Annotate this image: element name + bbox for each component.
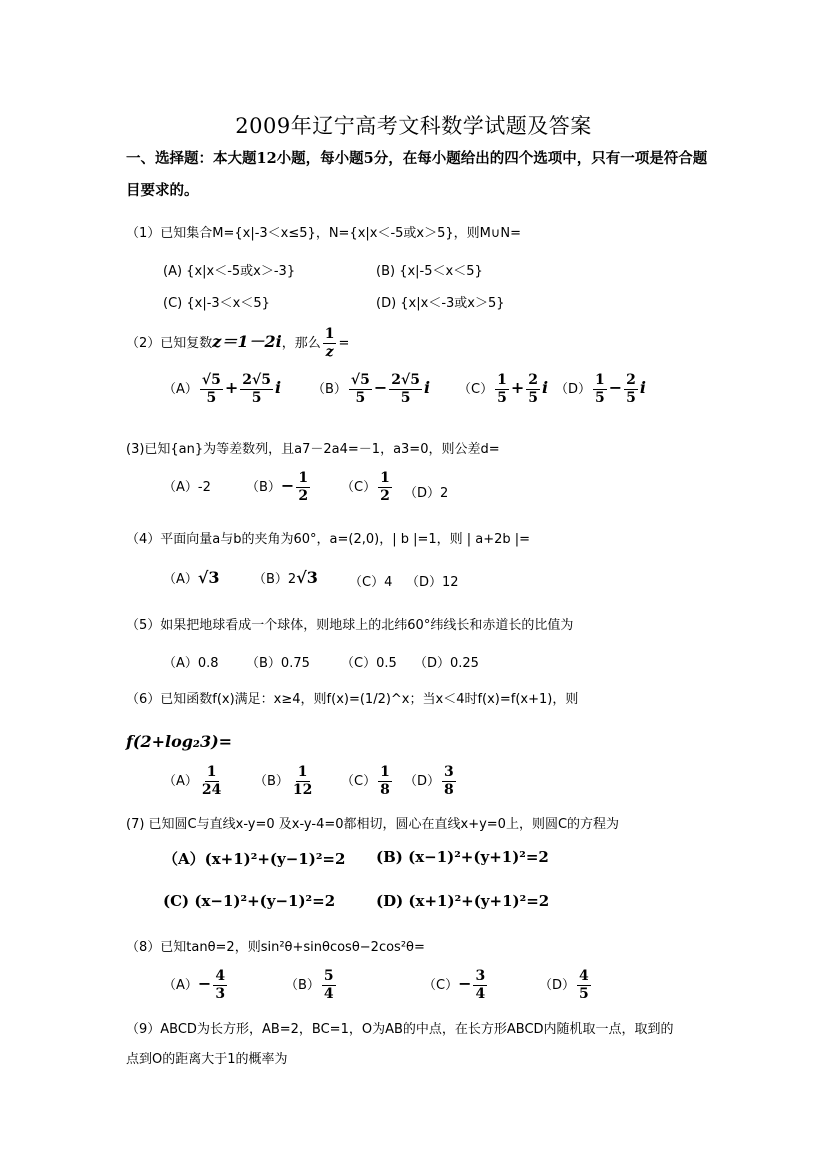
question-3-option-c: （C） $\frac{1}{2}$	[341, 470, 390, 504]
question-4-stem: （4）平面向量a与b的夹角为60°，a=(2,0)，| b |=1，则 | a+2b |=	[126, 532, 531, 547]
question-5-option-a: （A）0.8	[163, 656, 219, 671]
question-4-option-a: （A）√3	[163, 568, 220, 587]
question-6-stem: （6）已知函数f(x)满足：x≥4，则f(x)=(1/2)^x；当x＜4时f(x)=f(x+1)，则	[126, 692, 579, 707]
question-8-option-c: （C）− $\frac{3}{4}$	[423, 968, 486, 1002]
page-title: 2009年辽宁高考文科数学试题及答案	[235, 114, 592, 138]
question-8-stem: （8）已知tanθ=2，则sin²θ+sinθcosθ−2cos²θ=	[126, 940, 425, 955]
question-2-option-c: （C） $\frac{1}{5}$ + $\frac{2}{5}$ i	[458, 372, 549, 406]
question-2-option-d: （D） $\frac{1}{5}$ − $\frac{2}{5}$ i	[555, 372, 646, 406]
question-8-option-a: （A）− $\frac{4}{3}$	[163, 968, 226, 1002]
question-4-option-d: （D）12	[406, 575, 459, 590]
question-1-option-d: (D) {x|x＜-3或x＞5}	[376, 296, 505, 311]
question-2-option-b: （B） $\frac{√5}{5}$ − $\frac{2√5}{5}$ i	[312, 372, 431, 406]
question-1-option-a: (A) {x|x＜-5或x＞-3}	[163, 264, 296, 279]
question-7-option-b: (B) (x−1)²+(y+1)²=2	[376, 848, 549, 866]
question-5-stem: （5）如果把地球看成一个球体，则地球上的北纬60°纬线长和赤道长的比值为	[126, 618, 574, 633]
question-9-line-2: 点到O的距离大于1的概率为	[126, 1052, 288, 1067]
question-6-option-d: （D） $\frac{3}{8}$	[404, 764, 454, 798]
complex-z: z＝1－2i	[212, 332, 282, 351]
question-7-option-c: (C) (x−1)²+(y−1)²=2	[163, 892, 336, 910]
question-7-option-a: （A）(x+1)²+(y−1)²=2	[163, 850, 346, 868]
question-2-option-a: （A） $\frac{√5}{5}$ + $\frac{2√5}{5}$ i	[163, 372, 282, 406]
question-3-option-a: （A）-2	[163, 480, 211, 495]
question-5-option-d: （D）0.25	[414, 656, 479, 671]
question-8-option-b: （B） $\frac{5}{4}$	[285, 968, 334, 1002]
question-1-option-c: (C) {x|-3＜x＜5}	[163, 296, 270, 311]
question-1-option-b: (B) {x|-5＜x＜5}	[376, 264, 483, 279]
fraction-1-over-z: $\frac{1}{z}$	[324, 326, 335, 360]
section-heading: 一、选择题：本大题12小题，每小题5分，在每小题给出的四个选项中，只有一项是符合题目要求的。	[126, 150, 708, 199]
question-2-stem: （2）已知复数z＝1－2i，那么 $\frac{1}{z}$ =	[126, 326, 350, 360]
question-4-option-c: （C）4	[349, 575, 393, 590]
question-5-option-c: （C）0.5	[341, 656, 397, 671]
question-7-option-d: (D) (x+1)²+(y+1)²=2	[376, 892, 550, 910]
question-6-option-b: （B） $\frac{1}{12}$	[254, 764, 313, 798]
question-6-expression: f(2+log₂3)=	[126, 732, 233, 751]
question-7-stem: (7) 已知圆C与直线x-y=0 及x-y-4=0都相切，圆心在直线x+y=0上，则圆C的方程为	[126, 817, 620, 832]
question-9-line-1: （9）ABCD为长方形，AB=2，BC=1，O为AB的中点，在长方形ABCD内随机取一点，取到的	[126, 1022, 674, 1037]
question-4-option-b: （B）2√3	[253, 568, 318, 587]
question-8-option-d: （D） $\frac{4}{5}$	[539, 968, 589, 1002]
question-5-option-b: （B）0.75	[246, 656, 310, 671]
question-3-option-b: （B）− $\frac{1}{2}$	[246, 470, 309, 504]
question-6-option-c: （C） $\frac{1}{8}$	[341, 764, 390, 798]
question-3-option-d: （D）2	[404, 486, 449, 501]
question-1-stem: （1）已知集合M={x|-3＜x≤5}，N={x|x＜-5或x＞5}，则M∪N=	[126, 226, 522, 241]
question-6-option-a: （A） $\frac{1}{24}$	[163, 764, 222, 798]
question-3-stem: (3)已知{an}为等差数列，且a7－2a4=－1，a3=0，则公差d=	[126, 442, 500, 457]
